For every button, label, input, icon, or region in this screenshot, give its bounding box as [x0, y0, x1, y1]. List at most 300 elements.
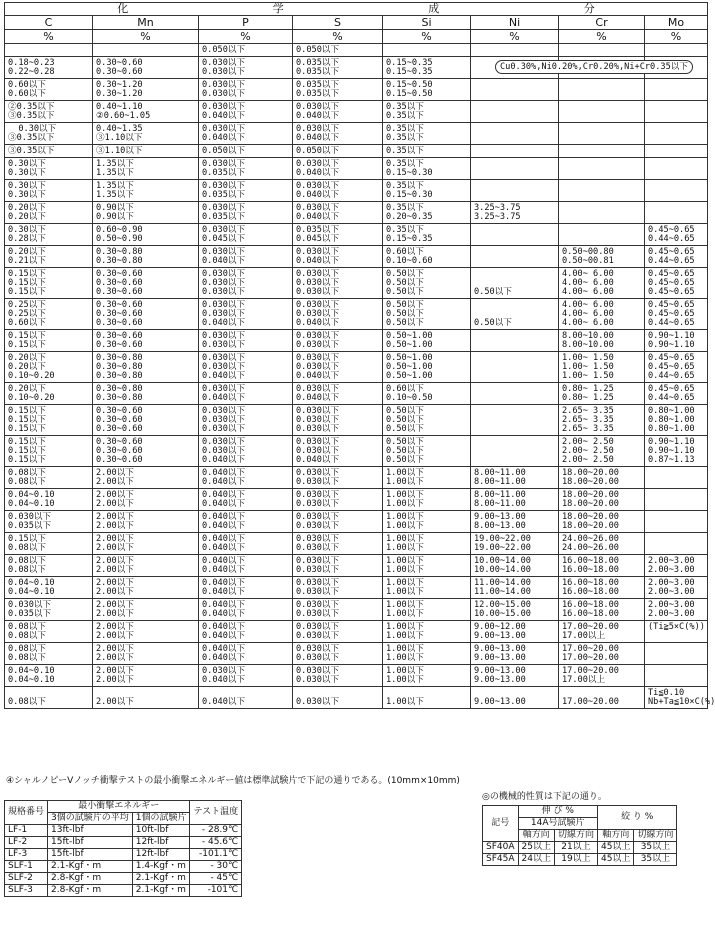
cell-c — [5, 511, 93, 533]
cell-c — [5, 158, 93, 180]
impact-cell-spec: SLF-1 — [5, 861, 48, 873]
cell-line: 0.50以下 — [386, 300, 424, 310]
composition-row — [5, 180, 708, 202]
cell-si — [383, 599, 471, 621]
composition-row — [5, 467, 708, 489]
cell-cr — [559, 665, 645, 687]
cell-line: 0.80~1.00 — [648, 406, 695, 416]
cell-line — [474, 103, 558, 112]
ni-cr-cu-note: Cu0.30%,Ni0.20%,Cr0.20%,Ni+Cr0.35以下 — [495, 60, 693, 74]
cell-line: 0.030以下 — [296, 609, 340, 619]
cell-line: 0.50以下 — [386, 406, 424, 416]
cell-line: 24.00~26.00 — [562, 534, 619, 544]
cell-line: 0.030以下 — [8, 600, 52, 610]
cell-line: 0.15以下 — [8, 287, 46, 297]
cell-mo — [645, 180, 708, 202]
column-header-row — [5, 16, 708, 30]
impact-cell-temp: - 45℃ — [190, 873, 242, 885]
cell-mn — [93, 599, 199, 621]
cell-line: 0.15~0.50 — [386, 89, 433, 99]
cell-c — [5, 79, 93, 101]
cell-line — [96, 46, 198, 55]
cell-mn — [93, 643, 199, 665]
cell-line: 2.00以下 — [96, 565, 134, 575]
cell-mo — [645, 44, 708, 57]
cell-ni — [471, 158, 559, 180]
cell-s — [293, 621, 383, 643]
cell-mo — [645, 202, 708, 224]
cell-p — [199, 533, 293, 555]
impact-cell-avg: 2.8-Kgf・m — [48, 873, 133, 885]
composition-row — [5, 643, 708, 665]
cell-line: 1.35以下 — [96, 168, 134, 178]
cell-mo — [645, 299, 708, 330]
cell-line: 0.040以下 — [202, 675, 246, 685]
cell-line — [474, 425, 558, 434]
cell-s — [293, 101, 383, 123]
cell-line: 0.30以下 — [8, 181, 46, 191]
cell-mn — [93, 621, 199, 643]
composition-row — [5, 299, 708, 330]
cell-line — [562, 112, 644, 121]
cell-line: 8.00~11.00 — [474, 477, 526, 487]
composition-row — [5, 533, 708, 555]
cell-mo — [645, 577, 708, 599]
cell-line: 0.44~0.65 — [648, 393, 695, 403]
cell-line — [474, 169, 558, 178]
cell-p — [199, 202, 293, 224]
cell-line: 0.030以下 — [202, 415, 246, 425]
cell-line: 0.04~0.10 — [8, 490, 55, 500]
cell-line: 0.30~0.60 — [96, 424, 143, 434]
composition-row — [5, 511, 708, 533]
cell-line — [562, 169, 644, 178]
cell-cr — [559, 158, 645, 180]
impact-row — [5, 873, 242, 885]
cell-mn — [93, 145, 199, 158]
cell-line: 0.30~0.60 — [96, 415, 143, 425]
cell-line: 0.04~0.10 — [8, 578, 55, 588]
cell-line: 0.30~0.60 — [96, 309, 143, 319]
cell-p — [199, 330, 293, 352]
cell-c — [5, 330, 93, 352]
cell-line: 0.040以下 — [202, 534, 246, 544]
cell-cr — [559, 352, 645, 383]
cell-line: 0.30~0.80 — [96, 384, 143, 394]
cell-line: 0.30以下 — [8, 124, 57, 134]
cell-line: 0.040以下 — [202, 578, 246, 588]
composition-row — [5, 57, 708, 79]
cell-cr — [559, 621, 645, 643]
mech-header-testpiece: 14A号試験片 — [518, 818, 597, 830]
cell-line: 0.45~0.65 — [648, 353, 695, 363]
cell-line: 0.15以下 — [8, 424, 46, 434]
cell-line: 0.030以下 — [296, 697, 340, 707]
cell-line: 0.030以下 — [296, 384, 340, 394]
cell-line: 18.00~20.00 — [562, 512, 619, 522]
cell-line: 0.45~0.65 — [648, 309, 695, 319]
mech-cell-e_ax: 24以上 — [518, 854, 554, 866]
cell-line: 0.030以下 — [296, 499, 340, 509]
cell-line: 0.30~0.60 — [96, 446, 143, 456]
cell-line: 0.045以下 — [296, 234, 340, 244]
cell-line — [562, 125, 644, 134]
cell-line: 0.040以下 — [202, 133, 246, 143]
cell-line: 0.15以下 — [8, 269, 46, 279]
cell-line: 1.00以下 — [386, 499, 424, 509]
cell-s — [293, 467, 383, 489]
cell-line: 0.50以下 — [474, 287, 512, 297]
cell-line: 0.50以下 — [474, 318, 512, 328]
cell-line: 0.35以下 — [386, 102, 424, 112]
cell-line: 0.050以下 — [296, 146, 340, 156]
cell-line: 0.08以下 — [8, 622, 46, 632]
cell-line: 0.60以下 — [386, 384, 424, 394]
cell-mn — [93, 299, 199, 330]
cell-line: 0.040以下 — [202, 600, 246, 610]
cell-line — [648, 522, 707, 531]
unit-si: % — [383, 30, 471, 44]
cell-cr — [559, 330, 645, 352]
cell-line: 0.35以下 — [386, 146, 424, 156]
cell-line — [562, 160, 644, 169]
cell-ni — [471, 299, 559, 330]
cell-line: 0.030以下 — [296, 102, 340, 112]
cell-s — [293, 57, 383, 79]
impact-cell-one: 1.4-Kgf・m — [132, 861, 190, 873]
cell-c — [5, 145, 93, 158]
cell-line — [562, 147, 644, 156]
cell-cr — [559, 123, 645, 145]
impact-header-temp: テスト温度 — [190, 801, 242, 825]
composition-row — [5, 79, 708, 101]
cell-ni — [471, 665, 559, 687]
cell-line: 0.60~0.90 — [96, 225, 143, 235]
cell-line — [474, 341, 558, 350]
cell-line: 0.30~1.20 — [96, 80, 143, 90]
cell-ni — [471, 511, 559, 533]
cell-line: 0.030以下 — [202, 331, 246, 341]
group-char-3: 成 — [428, 2, 440, 15]
cell-line — [562, 235, 644, 244]
impact-cell-temp: -101.1℃ — [190, 849, 242, 861]
cell-line: 0.08以下 — [8, 477, 46, 487]
composition-row — [5, 158, 708, 180]
cell-s — [293, 643, 383, 665]
cell-si — [383, 577, 471, 599]
cell-line: 0.25以下 — [8, 300, 46, 310]
cell-line — [648, 134, 707, 143]
cell-line: 2.00以下 — [96, 653, 134, 663]
cell-ni — [471, 436, 559, 467]
cell-line: 0.45~0.65 — [648, 225, 695, 235]
cell-line: 0.45~0.65 — [648, 384, 695, 394]
cell-line: 24.00~26.00 — [562, 543, 619, 553]
cell-line: 1.00以下 — [386, 543, 424, 553]
cell-mn — [93, 101, 199, 123]
cell-c — [5, 665, 93, 687]
cell-si — [383, 665, 471, 687]
cell-line — [474, 147, 558, 156]
cell-line: 0.050以下 — [296, 45, 340, 55]
cell-line: 0.030以下 — [296, 309, 340, 319]
cell-line: 9.00~13.00 — [474, 653, 526, 663]
cell-line: 16.00~18.00 — [562, 587, 619, 597]
cell-ni — [471, 268, 559, 299]
cell-line: 0.040以下 — [296, 393, 340, 403]
unit-cr: % — [559, 30, 645, 44]
cell-line — [474, 248, 558, 257]
cell-line: 0.08以下 — [8, 644, 46, 654]
cell-line: 0.035以下 — [202, 168, 246, 178]
cell-line: 0.030以下 — [296, 675, 340, 685]
cell-line: 0.035以下 — [8, 609, 52, 619]
cell-line — [474, 191, 558, 200]
cell-line — [562, 182, 644, 191]
cell-s — [293, 180, 383, 202]
cell-ni — [471, 577, 559, 599]
cell-line: 0.030以下 — [296, 477, 340, 487]
cell-line: 0.30~0.80 — [96, 371, 143, 381]
cell-line: 0.030以下 — [296, 490, 340, 500]
cell-p — [199, 643, 293, 665]
cell-line: 0.50~1.00 — [386, 340, 433, 350]
cell-c — [5, 180, 93, 202]
cell-line: 0.08以下 — [8, 631, 46, 641]
cell-line: 0.040以下 — [202, 393, 246, 403]
cell-s — [293, 383, 383, 405]
cell-ni — [471, 145, 559, 158]
cell-line: 0.30以下 — [8, 168, 46, 178]
cell-line — [648, 535, 707, 544]
composition-row — [5, 101, 708, 123]
cell-line: 0.035以下 — [296, 58, 340, 68]
unit-ni: % — [471, 30, 559, 44]
cell-line: 0.040以下 — [296, 256, 340, 266]
cell-line: 0.030以下 — [296, 300, 340, 310]
cell-line: 0.15以下 — [8, 534, 46, 544]
cell-line: 0.040以下 — [202, 587, 246, 597]
mech-header-tangential-2: 切線方向 — [634, 830, 677, 842]
cell-p — [199, 123, 293, 145]
cell-line: 2.00~ 2.50 — [562, 437, 614, 447]
cell-line: 2.00以下 — [96, 499, 134, 509]
cell-line: 0.90~1.10 — [648, 437, 695, 447]
cell-line: 0.50以下 — [386, 287, 424, 297]
cell-mn — [93, 180, 199, 202]
cell-line: 0.035以下 — [296, 67, 340, 77]
cell-s — [293, 555, 383, 577]
cell-line: 9.00~13.00 — [474, 675, 526, 685]
cell-p — [199, 145, 293, 158]
cell-p — [199, 489, 293, 511]
cell-cr — [559, 268, 645, 299]
cell-c — [5, 383, 93, 405]
cell-p — [199, 224, 293, 246]
cell-line: 0.030以下 — [202, 269, 246, 279]
cell-line: 0.030以下 — [296, 468, 340, 478]
cell-line — [8, 46, 92, 55]
cell-s — [293, 687, 383, 709]
cell-line: 2.00以下 — [96, 534, 134, 544]
cell-line: 2.00以下 — [96, 697, 134, 707]
cell-line: 0.35以下 — [386, 225, 424, 235]
cell-si — [383, 44, 471, 57]
impact-cell-one: 2.1-Kgf・m — [132, 873, 190, 885]
cell-line — [648, 160, 707, 169]
cell-mo — [645, 352, 708, 383]
cell-line: 0.030以下 — [296, 362, 340, 372]
cell-p — [199, 268, 293, 299]
cell-line: 0.040以下 — [202, 455, 246, 465]
cell-line: 0.030以下 — [202, 384, 246, 394]
cell-line — [562, 226, 644, 235]
cell-s — [293, 246, 383, 268]
cell-line: 2.00以下 — [96, 468, 134, 478]
cell-line — [474, 134, 558, 143]
cell-line: 0.30以下 — [8, 225, 46, 235]
cell-line: 0.040以下 — [296, 190, 340, 200]
cell-s — [293, 123, 383, 145]
cell-line: 0.10~0.20 — [8, 371, 55, 381]
cell-line: 3.25~3.75 — [474, 203, 521, 213]
cell-c — [5, 599, 93, 621]
cell-line — [648, 491, 707, 500]
cell-mn — [93, 687, 199, 709]
cell-cr — [559, 202, 645, 224]
composition-row — [5, 665, 708, 687]
cell-c — [5, 577, 93, 599]
cell-line: 2.00以下 — [96, 644, 134, 654]
cell-line: 0.040以下 — [202, 644, 246, 654]
cell-si — [383, 687, 471, 709]
cell-line: 1.00~ 1.50 — [562, 371, 614, 381]
cell-line: 0.15以下 — [8, 446, 46, 456]
cell-p — [199, 383, 293, 405]
cell-cr — [559, 599, 645, 621]
cell-line: 0.45~0.65 — [648, 247, 695, 257]
cell-si — [383, 383, 471, 405]
impact-row — [5, 849, 242, 861]
cell-line: 16.00~18.00 — [562, 565, 619, 575]
cell-mn — [93, 383, 199, 405]
cell-line: ②0.60~1.05 — [96, 111, 151, 121]
cell-line: 1.35以下 — [96, 181, 134, 191]
cell-si — [383, 158, 471, 180]
cell-si — [383, 489, 471, 511]
charpy-note: ④シャルノピーVノッチ衝撃テストの最小衝撃エネルギー値は標準試験片で下記の通りである。(10mm×10mm) — [6, 776, 460, 786]
composition-row — [5, 621, 708, 643]
cell-line — [474, 332, 558, 341]
cell-cr — [559, 79, 645, 101]
cell-line: 0.030以下 — [296, 543, 340, 553]
cell-line: 2.65~ 3.35 — [562, 406, 614, 416]
cell-line — [648, 112, 707, 121]
impact-header-avg3: 3個の試験片の平均 — [48, 813, 133, 825]
cell-line: 0.030以下 — [202, 666, 246, 676]
cell-line: 0.030以下 — [202, 424, 246, 434]
cell-line: 19.00~22.00 — [474, 543, 531, 553]
cell-line: 17.00~20.00 — [562, 653, 619, 663]
cell-line — [562, 134, 644, 143]
cell-p — [199, 246, 293, 268]
cell-line — [562, 204, 644, 213]
cell-line: 0.035以下 — [202, 190, 246, 200]
column-header-mo: Mo — [645, 16, 708, 30]
cell-line — [648, 500, 707, 509]
cell-line — [474, 301, 558, 310]
cell-si — [383, 299, 471, 330]
cell-line: 0.28以下 — [8, 234, 46, 244]
cell-line: 0.030以下 — [296, 353, 340, 363]
unit-p: % — [199, 30, 293, 44]
cell-line: 0.30~0.80 — [96, 256, 143, 266]
cell-c — [5, 44, 93, 57]
column-header-si: Si — [383, 16, 471, 30]
cell-line — [648, 204, 707, 213]
cell-ni — [471, 643, 559, 665]
cell-si — [383, 123, 471, 145]
cell-si — [383, 224, 471, 246]
cell-si — [383, 511, 471, 533]
cell-line: ③1.10以下 — [96, 133, 143, 143]
cell-c — [5, 123, 93, 145]
impact-cell-temp: -101℃ — [190, 885, 242, 897]
composition-row — [5, 436, 708, 467]
cell-c — [5, 352, 93, 383]
cell-line: 0.030以下 — [296, 587, 340, 597]
cell-line: 0.44~0.65 — [648, 256, 695, 266]
cell-line: 0.44~0.65 — [648, 318, 695, 328]
cell-line: 0.20~0.35 — [386, 212, 433, 222]
cell-p — [199, 44, 293, 57]
cell-ni — [471, 330, 559, 352]
cell-line: 0.50~1.00 — [386, 331, 433, 341]
cell-s — [293, 352, 383, 383]
cell-c — [5, 268, 93, 299]
cell-cr — [559, 643, 645, 665]
cell-line: 0.030以下 — [202, 80, 246, 90]
cell-line: 0.030以下 — [296, 203, 340, 213]
impact-cell-spec: SLF-3 — [5, 885, 48, 897]
impact-row — [5, 825, 242, 837]
impact-cell-avg: 2.8-Kgf・m — [48, 885, 133, 897]
cell-line — [474, 363, 558, 372]
cell-line: 17.00~20.00 — [562, 697, 619, 707]
cell-mo — [645, 101, 708, 123]
cell-s — [293, 202, 383, 224]
cell-line — [648, 125, 707, 134]
cell-line: 1.00以下 — [386, 644, 424, 654]
cell-cr — [559, 533, 645, 555]
cell-line: 0.18~0.23 — [8, 58, 55, 68]
cell-ni — [471, 405, 559, 436]
cell-c — [5, 57, 93, 79]
cell-line: 4.00~ 6.00 — [562, 269, 614, 279]
cell-line: 0.80~ 1.25 — [562, 393, 614, 403]
cell-line: 0.15以下 — [8, 437, 46, 447]
cell-mo — [645, 665, 708, 687]
cell-line: 4.00~ 6.00 — [562, 278, 614, 288]
cell-si — [383, 405, 471, 436]
cell-line — [474, 438, 558, 447]
cell-si — [383, 268, 471, 299]
cell-line: 0.04~0.10 — [8, 587, 55, 597]
cell-line: 0.30以下 — [8, 190, 46, 200]
cell-mn — [93, 44, 199, 57]
cell-s — [293, 533, 383, 555]
cell-line: 0.10~0.50 — [386, 393, 433, 403]
